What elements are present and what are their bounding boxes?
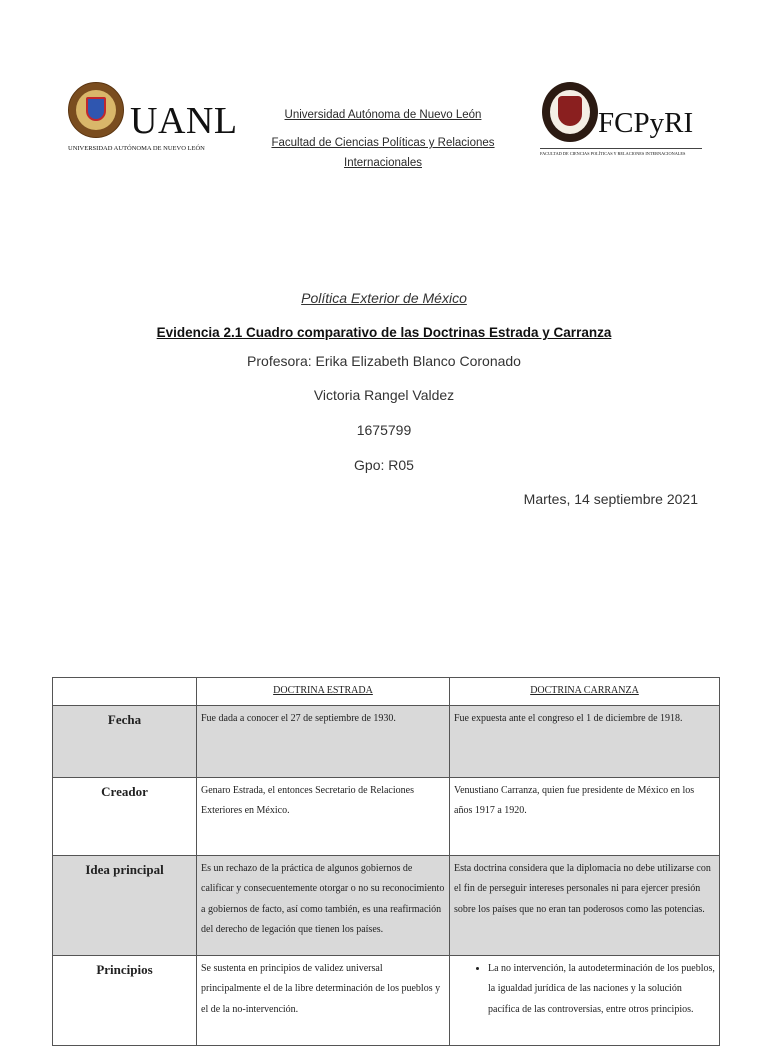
faculty-name-line2: Internacionales [344, 157, 422, 169]
comparison-table [52, 677, 720, 1046]
fcpyri-seal-icon [542, 82, 598, 142]
table-row [53, 777, 720, 855]
uanl-logo [68, 82, 238, 156]
cell-carranza-idea: Esta doctrina considera que la diplomacia no debe utilizarse con el fin de perseguir intereses personales ni para ejercer presión sobre los países que no eran tan poderosos como las potencias. [450, 855, 720, 955]
row-label-fecha: Fecha [53, 705, 197, 777]
date: Martes, 14 septiembre 2021 [523, 491, 698, 507]
uanl-seal-icon [68, 82, 124, 138]
cell-estrada-principios: Se sustenta en principios de validez universal principalmente el de la libre determinación de los pueblos y el de la no-intervención. [197, 955, 450, 1045]
fcpyri-logo [540, 82, 702, 158]
table-header-row [53, 678, 720, 706]
header-estrada: DOCTRINA ESTRADA [197, 678, 450, 706]
student-id: 1675799 [356, 422, 412, 438]
university-name: Universidad Autónoma de Nuevo León [284, 109, 482, 121]
cell-carranza-fecha: Fue expuesta ante el congreso el 1 de diciembre de 1918. [450, 705, 720, 777]
teacher-name: Profesora: Erika Elizabeth Blanco Coronado [247, 353, 521, 369]
uanl-logo-subtitle: UNIVERSIDAD AUTÓNOMA DE NUEVO LEÓN [68, 145, 205, 152]
group: Gpo: R05 [354, 457, 414, 473]
student-name: Victoria Rangel Valdez [313, 387, 455, 403]
table-row [53, 955, 720, 1045]
cell-carranza-principios [450, 955, 720, 1045]
table-row [53, 705, 720, 777]
row-label-principios: Principios [53, 955, 197, 1045]
table-row [53, 855, 720, 955]
evidence-title: Evidencia 2.1 Cuadro comparativo de las Doctrinas Estrada y Carranza [156, 325, 612, 340]
row-label-idea-principal: Idea principal [53, 855, 197, 955]
cell-carranza-creador: Venustiano Carranza, quien fue presidente de México en los años 1917 a 1920. [450, 777, 720, 855]
fcpyri-logo-text: FCPyRI [598, 107, 694, 139]
principios-list [454, 959, 715, 1021]
cell-estrada-creador: Genaro Estrada, el entonces Secretario de Relaciones Exteriores en México. [197, 777, 450, 855]
cell-estrada-idea: Es un rechazo de la práctica de algunos gobiernos de calificar y consecuentemente otorgar o no su reconocimiento a gobiernos de facto, así como también, es una reafirmación del derecho de legación que tienen los países. [197, 855, 450, 955]
row-label-creador: Creador [53, 777, 197, 855]
course-title: Política Exterior de México [301, 290, 467, 306]
empty-header-cell [53, 678, 197, 706]
faculty-name-line1: Facultad de Ciencias Políticas y Relaciones [271, 137, 495, 149]
cell-estrada-fecha: Fue dada a conocer el 27 de septiembre de 1930. [197, 705, 450, 777]
uanl-logo-text: UANL [130, 100, 238, 142]
list-item: • La no intervención, la autodeterminación de los pueblos, la igualdad jurídica de las naciones y la solución pacífica de las controversias, entre otros principios. [488, 959, 715, 1021]
header-carranza: DOCTRINA CARRANZA [450, 678, 720, 706]
fcpyri-logo-subtitle: FACULTAD DE CIENCIAS POLÍTICAS Y RELACIONES INTERNACIONALES [540, 148, 702, 156]
